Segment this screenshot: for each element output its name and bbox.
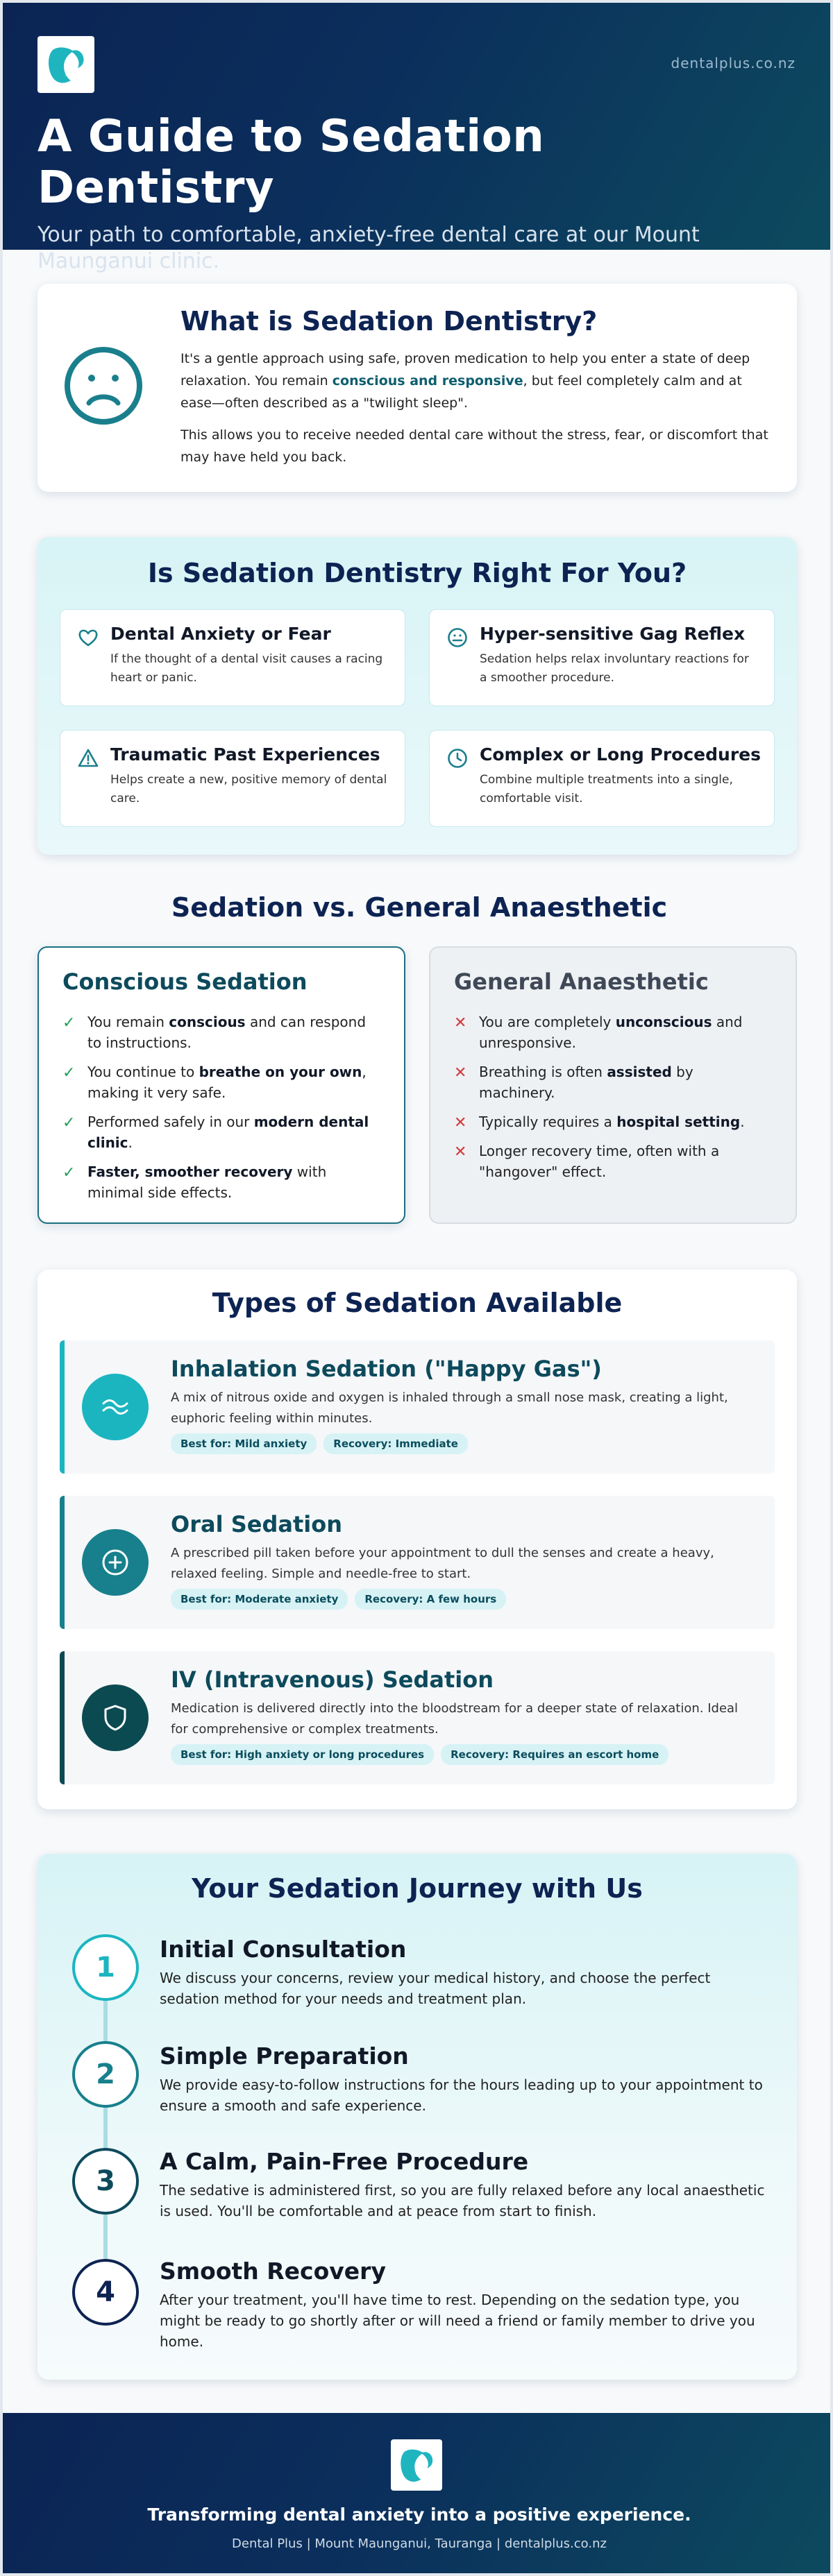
text-span: , making it very safe.: [87, 1064, 367, 1101]
reason-card: [429, 730, 775, 827]
step-text: We provide easy-to-follow instructions for the hours leading up to your appointment to ensure a smooth and safe experience.: [160, 2076, 763, 2114]
reason-text: If the thought of a dental visit causes a racing heart or panic.: [110, 652, 383, 685]
reason-title: Dental Anxiety or Fear: [110, 624, 331, 644]
check-icon: ✓: [62, 1014, 76, 1032]
bold-text: assisted: [607, 1064, 672, 1080]
text-span: You continue to: [87, 1064, 199, 1080]
reason-title: Traumatic Past Experiences: [110, 744, 380, 765]
list-item: [454, 1012, 772, 1053]
sedation-type-title: IV (Intravenous) Sedation: [171, 1666, 494, 1693]
what-is-card: [37, 284, 797, 492]
accent-bar: [60, 1340, 65, 1474]
best-for-tag: Best for: High anxiety or long procedures: [171, 1744, 434, 1765]
step-number: 2: [72, 2041, 139, 2108]
footer: [3, 2413, 833, 2576]
neutral-face-icon: [446, 626, 469, 651]
right-for-you-title: Is Sedation Dentistry Right For You?: [147, 558, 687, 588]
step-number: 3: [72, 2148, 139, 2215]
right-for-you-card: [37, 537, 797, 855]
logo-tooth-icon: [37, 36, 94, 93]
list-item: [62, 1161, 380, 1203]
reason-text: Helps create a new, positive memory of dental care.: [110, 773, 387, 805]
what-is-paragraph-1: [180, 348, 771, 414]
pill-plus-icon: [82, 1529, 149, 1596]
sedation-type-text: A mix of nitrous oxide and oxygen is inhaled through a small nose mask, creating a light, euphoric feeling within minutes.: [171, 1390, 728, 1426]
step-title: Initial Consultation: [160, 1936, 407, 1963]
text-span: It's a gentle approach using safe, proven medication to help you enter a state of deep relaxation. You remain: [180, 351, 750, 389]
list-item: [62, 1111, 380, 1153]
text-span: with minimal side effects.: [87, 1163, 327, 1201]
tag-group: [171, 1433, 468, 1454]
sedation-type-item: [60, 1340, 775, 1474]
tag-group: [171, 1744, 668, 1765]
recovery-tag: Recovery: Requires an escort home: [441, 1744, 668, 1765]
reason-card: [60, 609, 405, 706]
journey-card: [37, 1854, 797, 2380]
conscious-sedation-title: Conscious Sedation: [62, 969, 308, 995]
journey-title: Your Sedation Journey with Us: [192, 1873, 643, 1904]
header-domain[interactable]: dentalplus.co.nz: [671, 55, 796, 71]
text-span: Breathing is often: [479, 1064, 607, 1080]
conscious-sedation-list: [62, 1012, 380, 1203]
accent-bar: [60, 1496, 65, 1629]
step-text: We discuss your concerns, review your medical history, and choose the perfect sedation method for your needs and treatment plan.: [160, 1970, 711, 2007]
general-anaesthetic-title: General Anaesthetic: [454, 969, 709, 995]
sedation-type-text: A prescribed pill taken before your appointment to dull the senses and create a heavy, relaxed feeling. Simple and needle-free to start.: [171, 1546, 714, 1581]
cross-icon: ✕: [454, 1143, 467, 1161]
what-is-text: [180, 348, 771, 468]
list-item: [62, 1061, 380, 1103]
wind-icon: [82, 1374, 149, 1440]
conscious-sedation-card: [37, 946, 405, 1224]
text-span: You remain: [87, 1014, 169, 1030]
text-span: and can respond to instructions.: [87, 1014, 367, 1051]
bold-text: conscious: [169, 1014, 246, 1030]
recovery-tag: Recovery: Immediate: [323, 1433, 468, 1454]
step-number: 1: [72, 1934, 139, 2001]
reason-text: Sedation helps relax involuntary reactions for a smoother procedure.: [480, 652, 749, 685]
check-icon: ✓: [62, 1164, 76, 1182]
what-is-title: What is Sedation Dentistry?: [180, 306, 598, 336]
sedation-type-text: Medication is delivered directly into the bloodstream for a deeper state of relaxation. Ideal for comprehensive or complex treatments.: [171, 1701, 739, 1737]
footer-info: Dental Plus | Mount Maunganui, Tauranga | dentalplus.co.nz: [232, 2536, 607, 2551]
step-title: Simple Preparation: [160, 2042, 409, 2070]
shield-icon: [82, 1684, 149, 1751]
page-subtitle: Your path to comfortable, anxiety-free dental care at our Mount Maunganui clinic.: [37, 223, 700, 273]
text-span: and unresponsive.: [479, 1014, 743, 1051]
best-for-tag: Best for: Mild anxiety: [171, 1433, 317, 1454]
general-anaesthetic-card: [429, 946, 797, 1224]
what-is-paragraph-2: This allows you to receive needed dental care without the stress, fear, or discomfort that may have held you back.: [180, 427, 768, 465]
sedation-type-title: Oral Sedation: [171, 1511, 342, 1537]
text-span: .: [740, 1114, 745, 1130]
general-anaesthetic-list: [454, 1012, 772, 1182]
text-span: , but feel completely calm and at ease—often described as a "twilight sleep".: [180, 373, 742, 411]
list-item: [454, 1141, 772, 1182]
check-icon: ✓: [62, 1114, 76, 1132]
footer-logo-tooth-icon: [391, 2439, 442, 2491]
text-span: by machinery.: [479, 1064, 693, 1101]
text-span: .: [128, 1134, 133, 1151]
warning-icon: [77, 747, 99, 772]
sedation-types-title: Types of Sedation Available: [212, 1288, 623, 1318]
list-item: [454, 1111, 772, 1132]
sedation-type-title: Inhalation Sedation ("Happy Gas"): [171, 1356, 602, 1382]
tag-group: [171, 1589, 506, 1610]
footer-tagline: Transforming dental anxiety into a positive experience.: [147, 2505, 691, 2525]
reason-card: [429, 609, 775, 706]
cross-icon: ✕: [454, 1064, 467, 1082]
bold-text: breathe on your own: [199, 1064, 362, 1080]
sedation-type-item: [60, 1651, 775, 1784]
sad-face-icon: [62, 345, 144, 429]
highlight-text: conscious and responsive: [332, 373, 523, 389]
hero-header: [3, 3, 830, 273]
list-item: [62, 1012, 380, 1053]
bold-text: Faster, smoother recovery: [87, 1163, 293, 1180]
reason-title: Hyper-sensitive Gag Reflex: [480, 624, 746, 644]
page-title: A Guide to Sedation Dentistry: [37, 111, 545, 214]
reason-text: Combine multiple treatments into a single, comfortable visit.: [480, 773, 733, 805]
bold-text: modern dental clinic: [87, 1114, 369, 1151]
step-text: The sedative is administered first, so you are fully relaxed before any local anaesthetic is used. You'll be comfortable and at peace from start to finish.: [160, 2182, 765, 2219]
text-span: Typically requires a: [479, 1114, 617, 1130]
reason-title: Complex or Long Procedures: [480, 744, 761, 765]
best-for-tag: Best for: Moderate anxiety: [171, 1589, 348, 1610]
sedation-types-card: [37, 1270, 797, 1809]
heart-icon: [77, 626, 99, 651]
step-number: 4: [72, 2259, 139, 2326]
sedation-type-item: [60, 1496, 775, 1629]
text-span: Performed safely in our: [87, 1114, 254, 1130]
reason-card: [60, 730, 405, 827]
cross-icon: ✕: [454, 1114, 467, 1132]
step-title: A Calm, Pain-Free Procedure: [160, 2148, 529, 2175]
text-span: You are completely: [479, 1014, 616, 1030]
step-text: After your treatment, you'll have time to rest. Depending on the sedation type, you might be ready to go shortly after or will need a friend or family member to drive you home.: [160, 2292, 755, 2350]
comparison-title: Sedation vs. General Anaesthetic: [171, 892, 668, 923]
accent-bar: [60, 1651, 65, 1784]
step-title: Smooth Recovery: [160, 2258, 386, 2285]
check-icon: ✓: [62, 1064, 76, 1082]
clock-icon: [446, 747, 469, 772]
bold-text: hospital setting: [616, 1114, 741, 1130]
text-span: Longer recovery time, often with a "hangover" effect.: [479, 1143, 720, 1180]
cross-icon: ✕: [454, 1014, 467, 1032]
list-item: [454, 1061, 772, 1103]
bold-text: unconscious: [615, 1014, 712, 1030]
recovery-tag: Recovery: A few hours: [355, 1589, 506, 1610]
